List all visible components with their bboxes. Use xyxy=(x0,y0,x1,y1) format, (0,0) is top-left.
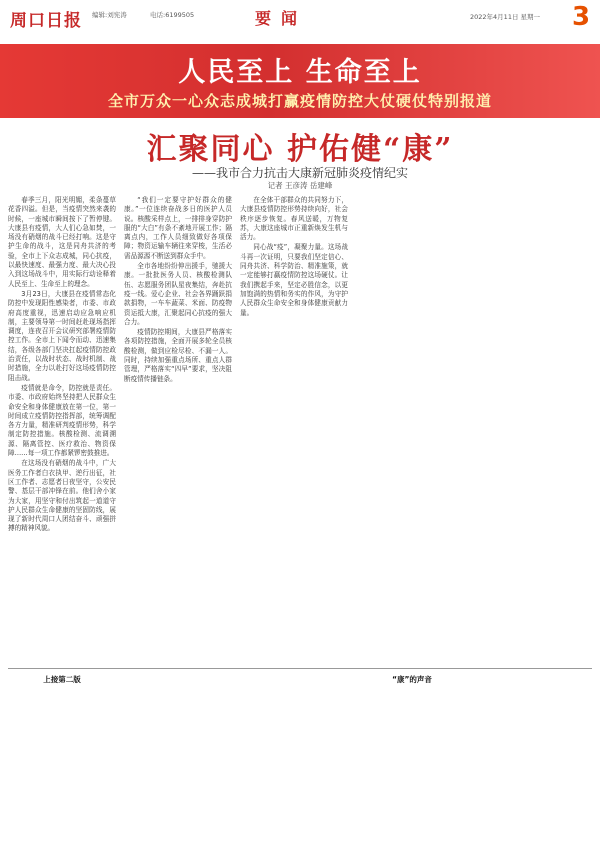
paragraph: 在全体干部群众的共同努力下，大康县疫情防控形势持续向好，社会秩序逐步恢复。春风送暖，万物复苏，大康这座城市正重新焕发生机与活力。 xyxy=(240,196,348,242)
article-column xyxy=(240,196,348,666)
paragraph: 3月23日，大康县在疫情常态化防控中发现阳性感染者，市委、市政府高度重视，迅速启动应急响应机制，主要领导第一时间赶赴现场指挥调度，连夜召开会议研究部署疫情防控工作。全市上下闻令而动、迅速集结，各级各部门坚决扛起疫情防控政治责任，以战时状态、战时机制、战时措施，全力以赴打好这场疫情防控阻击战。 xyxy=(8,289,116,382)
paragraph: 疫情防控期间，大康县严格落实各项防控措施，全面开展多轮全员核酸检测，做到应检尽检、不漏一人。同时，持续加强重点场所、重点人群管理，严格落实“四早”要求，坚决阻断疫情传播链条。 xyxy=(124,328,232,383)
article-column xyxy=(8,686,116,841)
article-column xyxy=(124,676,232,841)
article-column xyxy=(124,196,232,666)
special-report-banner xyxy=(0,44,600,118)
article-headline: 汇聚同心 护佑健“康” xyxy=(146,132,454,167)
lower-subtitle: 上接第二版 xyxy=(43,675,81,684)
banner-title: 人民至上 生命至上 xyxy=(178,57,422,88)
paragraph: “我们一定要守护好群众的健康。”一位连续奋战多日的医护人员说。核酸采样点上，一排排身穿防护服的“大白”有条不紊地开展工作；隔离点内，工作人员细致做好各项保障；物资运输车辆往来穿梭，生活必需品源源不断送到群众手中。 xyxy=(124,196,232,260)
paragraph: 疫情就是命令，防控就是责任。市委、市政府始终坚持把人民群众生命安全和身体健康放在第一位，第一时间成立疫情防控指挥部，统筹调配各方力量，精准研判疫情形势，科学制定防控措施。核酸检测、流调溯源、隔离管控、医疗救治、物资保障……每一项工作都紧锣密鼓推进。 xyxy=(8,383,116,458)
article-column xyxy=(478,676,592,841)
article-column xyxy=(240,676,348,841)
lower-subtitle: “康”的声音 xyxy=(392,675,432,684)
article-column xyxy=(356,196,468,666)
divider xyxy=(8,668,592,669)
editor-info: 编辑:刘宪涛 xyxy=(92,11,127,19)
article-column xyxy=(8,196,116,666)
article-column xyxy=(356,686,468,841)
section-title: 要闻 xyxy=(255,9,308,28)
paragraph: 同心战“疫”，凝聚力量。这场战斗再一次证明，只要我们坚定信心、同舟共济、科学防治、精准施策，就一定能够打赢疫情防控这场硬仗。让我们携起手来，坚定必胜信念，以更加饱满的热情和务实的作风，为守护人民群众生命安全和身体健康贡献力量。 xyxy=(240,243,348,317)
banner-subtitle: 全市万众一心众志成城打赢疫情防控大仗硬仗特别报道 xyxy=(107,92,492,110)
newspaper-logo: 周口日报 xyxy=(10,11,82,31)
article-byline: 记者 王彦涛 岳建峰 xyxy=(267,181,333,190)
phone-info: 电话:6199505 xyxy=(150,11,195,19)
issue-date: 2022年4月11日 星期一 xyxy=(470,13,541,21)
paragraph: 春季三月，阳光明媚，柔条蔓草花香四溢。但是，当疫情突然来袭的时候，一座城市瞬间按下了暂停键。大康县有疫情，大人们心急如焚，一场没有硝烟的战斗已经打响。这是守护生命的战斗，这是同舟共济的考验，全市上下众志成城，同心抗疫，以最快速度、最强力度、最大决心投入到这场战斗中，用实际行动诠释着人民至上、生命至上的理念。 xyxy=(8,196,116,288)
page-number: 3 xyxy=(572,2,591,32)
article-column xyxy=(478,196,592,666)
paragraph: 全市各地纷纷伸出援手，驰援大康。一批批医务人员、核酸检测队伍、志愿服务团队星夜集结，奔赴抗疫一线。爱心企业、社会各界踊跃捐款捐物，一车车蔬菜、米面、防疫物资运抵大康，汇聚起同心抗疫的强大合力。 xyxy=(124,262,232,326)
paragraph: 在这场没有硝烟的战斗中，广大医务工作者白衣执甲、逆行出征，社区工作者、志愿者日夜坚守，公安民警、基层干部冲锋在前。他们舍小家为大家，用坚守和付出筑起一道道守护人民群众生命健康的坚固防线，展现了新时代周口人团结奋斗、顽强拼搏的精神风貌。 xyxy=(8,459,116,533)
article-subhead: ——我市合力抗击大康新冠肺炎疫情纪实 xyxy=(191,166,408,180)
